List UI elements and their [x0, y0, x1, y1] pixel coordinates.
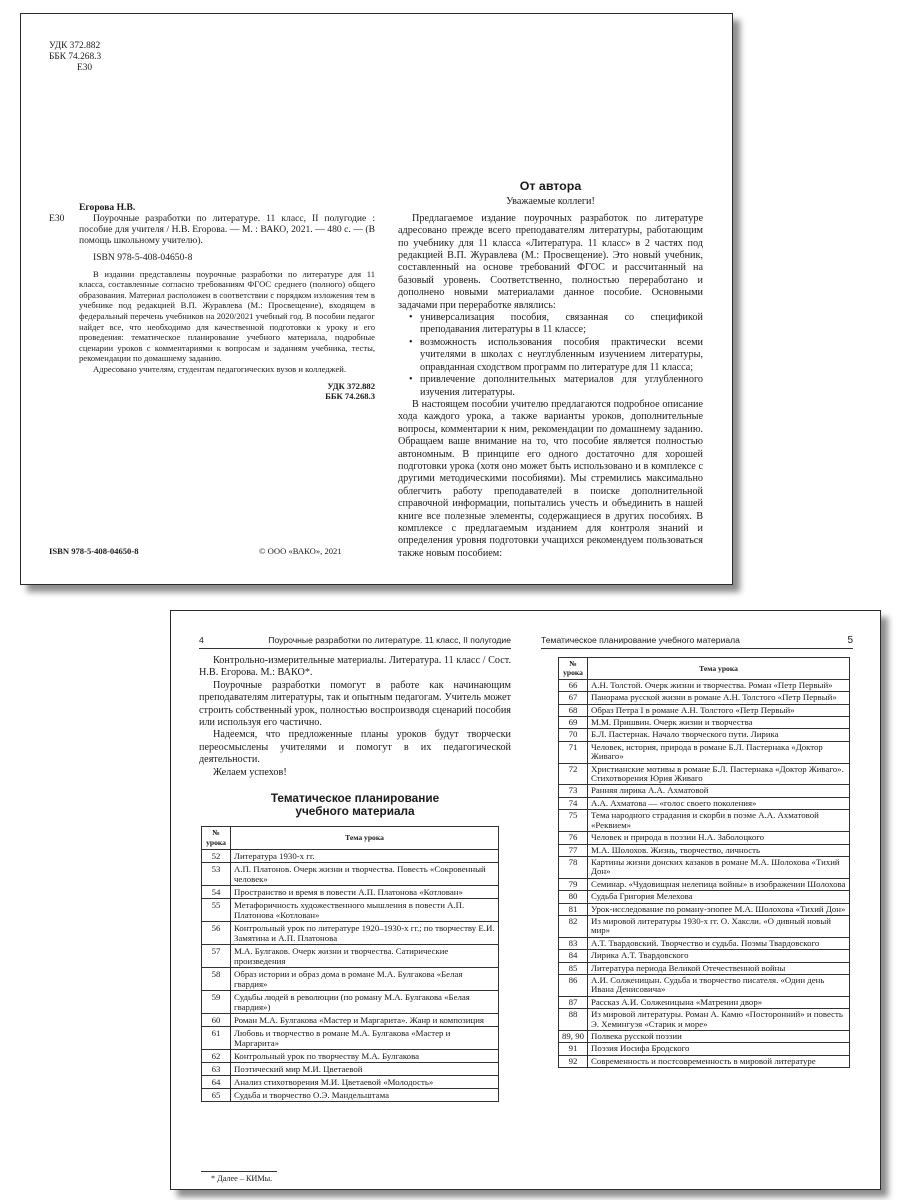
lesson-topic: Современность и постсовременность в мировой литературе [588, 1055, 850, 1067]
table-row [202, 968, 499, 991]
list-item: • привлечение дополнительных материалов для углубленного изучения литературы. [420, 374, 703, 399]
bbk-line: ББК 74.268.3 [49, 52, 102, 63]
lesson-number: 54 [202, 886, 231, 899]
table-row [202, 945, 499, 968]
udk-line: УДК 372.882 [49, 41, 101, 51]
preface-title: От автора [519, 179, 582, 193]
table-row [559, 832, 850, 844]
section-title: Тематическое планирование учебного материала [270, 791, 440, 819]
table-row [202, 1076, 499, 1089]
udk-line: УДК 372.882 [327, 380, 375, 391]
lesson-topic: Контрольный урок по литературе 1920–1930-х гг.; по творчеству Е.И. Замятина и А.П. Платонова [231, 922, 499, 945]
lesson-topic: М.А. Булгаков. Очерк жизни и творчества. Сатирические произведения [231, 945, 499, 968]
lesson-topic: Христианские мотивы в романе Б.Л. Пастернака «Доктор Живаго». Стихотворения Юрия Живаго [588, 763, 850, 785]
table-row [559, 996, 850, 1008]
lesson-number: 80 [559, 891, 588, 903]
lesson-number: 91 [559, 1043, 588, 1055]
lesson-number: 53 [202, 863, 231, 886]
lesson-number: 85 [559, 962, 588, 974]
lesson-topic: Из мировой литературы 1930-х гг. О. Хаксли. «О дивный новый мир» [588, 915, 850, 937]
lesson-number: 89, 90 [559, 1031, 588, 1043]
lesson-table [201, 826, 499, 1102]
lesson-topic: Роман М.А. Булгакова «Мастер и Маргарита». Жанр и композиция [231, 1014, 499, 1027]
lesson-topic: Б.Л. Пастернак. Начало творческого пути. Лирика [588, 729, 850, 741]
bbk-line: ББК 74.268.3 [325, 391, 375, 402]
lesson-topic: Метафоричность художественного мышления в повести А.П. Платонова «Котлован» [231, 899, 499, 922]
lesson-number: 84 [559, 950, 588, 962]
lesson-topic: Литература 1930-х гг. [231, 850, 499, 863]
table-row [559, 937, 850, 949]
lesson-number: 65 [202, 1089, 231, 1102]
lesson-number: 58 [202, 968, 231, 991]
table-row [202, 1050, 499, 1063]
lesson-number: 72 [559, 763, 588, 785]
lesson-number: 77 [559, 844, 588, 856]
lesson-topic: Судьбы людей в революции (по роману М.А. Булгакова «Белая гвардия») [231, 991, 499, 1014]
kim-reference: Контрольно-измерительные материалы. Литература. 11 класс / Сост. Н.В. Егорова. М.: ВАКО*. [199, 655, 511, 679]
lesson-topic: Картины жизни донских казаков в романе М.А. Шолохова «Тихий Дон» [588, 856, 850, 878]
author-mark: Е30 [77, 63, 93, 74]
lesson-topic: Пространство и время в повести А.П. Платонова «Котлован» [231, 886, 499, 899]
lesson-topic: Судьба и творчество О.Э. Мандельштама [231, 1089, 499, 1102]
table-row [559, 1031, 850, 1043]
footnote: * Далее – КИМы. [211, 1174, 273, 1183]
list-item: • универсализация пособия, связанная со спецификой преподавания литературы в 11 классе; [420, 312, 703, 337]
lesson-number: 79 [559, 878, 588, 890]
lesson-topic: Полвека русской поэзии [588, 1031, 850, 1043]
table-row [559, 891, 850, 903]
lesson-topic: Поэтический мир М.И. Цветаевой [231, 1063, 499, 1076]
lesson-number: 68 [559, 704, 588, 716]
preface-greeting: Уважаемые коллеги! [506, 196, 595, 208]
lesson-number: 63 [202, 1063, 231, 1076]
lesson-topic: Панорама русской жизни в романе А.Н. Толстого «Петр Первый» [588, 692, 850, 704]
lesson-number: 76 [559, 832, 588, 844]
page4-text [199, 655, 511, 1102]
catalog-card [49, 202, 375, 402]
lesson-number: 78 [559, 856, 588, 878]
lesson-number: 71 [559, 741, 588, 763]
page-number: 5 [847, 635, 853, 646]
lesson-number: 56 [202, 922, 231, 945]
lesson-number: 70 [559, 729, 588, 741]
lesson-number: 59 [202, 991, 231, 1014]
lesson-number: 57 [202, 945, 231, 968]
column-header: № урока [202, 827, 231, 850]
table-row [559, 763, 850, 785]
lesson-number: 62 [202, 1050, 231, 1063]
table-row [559, 797, 850, 809]
lesson-number: 82 [559, 915, 588, 937]
lesson-number: 69 [559, 717, 588, 729]
lesson-number: 60 [202, 1014, 231, 1027]
lesson-topic: Контрольный урок по творчеству М.А. Булгакова [231, 1050, 499, 1063]
lesson-topic: Лирика А.Т. Твардовского [588, 950, 850, 962]
table-row [202, 886, 499, 899]
lesson-topic: Рассказ А.И. Солженицына «Матренин двор» [588, 996, 850, 1008]
lesson-number: 73 [559, 785, 588, 797]
lesson-topic: Урок-исследование по роману-эпопее М.А. Шолохова «Тихий Дон» [588, 903, 850, 915]
lesson-topic: Из мировой литературы. Роман А. Камю «Посторонний» и повесть Э. Хемингуэя «Старик и море» [588, 1009, 850, 1031]
running-head: Поурочные разработки по литературе. 11 класс, II полугодие [268, 635, 511, 645]
lesson-number: 86 [559, 974, 588, 996]
lesson-number: 87 [559, 996, 588, 1008]
annotation: В издании представлены поурочные разработки по литературе для 11 класса, составленные согласно требованиям ФГОС среднего (полного) общего образования. Материал расположен в соответствии с порядком изложения тем в учебнике под редакцией В.П. Журавлева (М.: Просвещение), входящем в федеральный перечень учебников на 2020/2021 учебный год. В пособии педагог найдет все, что необходимо для качественной подготовки к уроку и его проведения: тематическое планирование учебного материала, подробные сценарии уроков с комментариями к вопросам и заданиям учебника, тесты, рекомендации по домашнему заданию. [79, 268, 375, 364]
udk-block-bottom [49, 381, 375, 402]
table-row [559, 915, 850, 937]
lesson-number: 61 [202, 1027, 231, 1050]
table-row [559, 679, 850, 691]
table-row [559, 692, 850, 704]
table-row [559, 856, 850, 878]
catalog-entry: Поурочные разработки по литературе. 11 класс, II полугодие : пособие для учителя / Н.В. Егорова. — М. : ВАКО, 2021. — 480 с. — (В помощь школьному учителю). [79, 213, 375, 247]
list-item: • возможность использования пособия практически всеми учителями в школах с неуглубленным изучением литературы, оправданная сходством программ по литературе для 11 класса; [420, 337, 703, 374]
isbn-footer: ISBN 978-5-408-04650-8 [49, 546, 139, 556]
author-preface [398, 180, 703, 560]
column-header: № урока [559, 658, 588, 680]
column-header: Тема урока [588, 658, 850, 680]
table-row [559, 878, 850, 890]
lesson-topic: Анализ стихотворения М.И. Цветаевой «Молодость» [231, 1076, 499, 1089]
lesson-number: 52 [202, 850, 231, 863]
table-row [202, 1089, 499, 1102]
catalog-code: Е30 [49, 213, 65, 224]
table-row [559, 785, 850, 797]
lesson-topic: А.Т. Твардовский. Творчество и судьба. Поэмы Твардовского [588, 937, 850, 949]
table-row [202, 1027, 499, 1050]
lesson-topic: М.А. Шолохов. Жизнь, творчество, личность [588, 844, 850, 856]
lesson-number: 83 [559, 937, 588, 949]
preface-paragraph: Предлагаемое издание поурочных разработок по литературе адресовано прежде всего преподавателям литературы, работающим по учебнику для 11 класса «Литература. 11 класс» в 2 частях под редакцией В.П. Журавлева (М.: Просвещение). Это новый учебник, составленный на основе требований ФГОС и рассчитанный на базовый уровень. Соответственно, полностью переработано и дополнено новыми материалами данное пособие. Основными задачами при переработке являлись: [398, 212, 703, 311]
lesson-topic: Человек, история, природа в романе Б.Л. Пастернака «Доктор Живаго» [588, 741, 850, 763]
lesson-topic: А.А. Ахматова — «голос своего поколения» [588, 797, 850, 809]
udk-block-top [49, 41, 101, 75]
preface-paragraph: В настоящем пособии учителю предлагаются подробное описание хода каждого урока, а также варианты уроков, дополнительные вопросы, комментарии к ним, рекомендации по домашнему заданию. Обращаем ваше внимание на то, что пособие является полностью автономным. В принципе его одного достаточно для хорошей подготовки урока (хотя оно может быть использовано и в комплексе с другими методическими пособиями). Мы стремились максимально облегчить работу преподавателей в поиске дополнительной справочной информации, попытались учесть и объединить в нашей книге все полезные элементы, содержащиеся в других пособиях. В комплексе с предлагаемым изданием для контроля знаний и определения уровня подготовки учащихся рекомендуем пользоваться также новым пособием: [398, 398, 703, 559]
table-row [202, 1063, 499, 1076]
audience-note: Адресовано учителям, студентам педагогических вузов и колледжей. [93, 363, 347, 374]
lesson-topic: А.П. Платонов. Очерк жизни и творчества. Повесть «Сокровенный человек» [231, 863, 499, 886]
table-row [559, 717, 850, 729]
author-name: Егорова Н.В. [79, 202, 136, 213]
header-rule [199, 648, 511, 649]
table-row [202, 863, 499, 886]
lesson-number: 81 [559, 903, 588, 915]
lesson-topic: Образ истории и образ дома в романе М.А. Булгакова «Белая гвардия» [231, 968, 499, 991]
lesson-topic: Тема народного страдания и скорби в поэме А.А. Ахматовой «Реквием» [588, 810, 850, 832]
table-row [559, 1009, 850, 1031]
lesson-topic: Семинар. «Чудовищная нелепица войны» в изображении Шолохова [588, 878, 850, 890]
lesson-topic: М.М. Пришвин. Очерк жизни и творчества [588, 717, 850, 729]
table-row [559, 704, 850, 716]
table-row [202, 922, 499, 945]
table-row [559, 810, 850, 832]
lesson-table [558, 657, 850, 1068]
lesson-topic: Ранняя лирика А.А. Ахматовой [588, 785, 850, 797]
lesson-topic: Судьба Григория Мелехова [588, 891, 850, 903]
column-header: Тема урока [231, 827, 499, 850]
body-paragraph: Поурочные разработки помогут в работе как начинающим преподавателям литературы, так и опытным педагогам. Учитель может строить собственный урок, полностью воспроизводя сценарий пособия или используя его частично. [199, 679, 511, 729]
table-row [202, 850, 499, 863]
header-rule [541, 648, 853, 649]
table-row [559, 1055, 850, 1067]
table-row [559, 741, 850, 763]
lesson-topic: А.Н. Толстой. Очерк жизни и творчества. Роман «Петр Первый» [588, 679, 850, 691]
page-number: 4 [199, 635, 204, 645]
lesson-topic: Человек и природа в поэзии Н.А. Заболоцкого [588, 832, 850, 844]
table-row [559, 962, 850, 974]
table-row [559, 950, 850, 962]
table-row [559, 844, 850, 856]
table-row [559, 903, 850, 915]
lesson-number: 64 [202, 1076, 231, 1089]
lesson-topic: Литература периода Великой Отечественной войны [588, 962, 850, 974]
lesson-topic: Любовь и творчество в романе М.А. Булгакова «Мастер и Маргарита» [231, 1027, 499, 1050]
table-row [559, 974, 850, 996]
table-row [202, 899, 499, 922]
table-row [559, 729, 850, 741]
copyright: © ООО «ВАКО», 2021 [259, 546, 342, 556]
lesson-number: 92 [559, 1055, 588, 1067]
lesson-number: 66 [559, 679, 588, 691]
footnote-rule [201, 1171, 277, 1172]
isbn-line: ISBN 978-5-408-04650-8 [93, 251, 193, 263]
table-row [559, 1043, 850, 1055]
lesson-topic: Образ Петра I в романе А.Н. Толстого «Петр Первый» [588, 704, 850, 716]
closing-wish: Желаем успехов! [213, 766, 287, 778]
lesson-number: 74 [559, 797, 588, 809]
lesson-number: 75 [559, 810, 588, 832]
lesson-topic: А.И. Солженицын. Судьба и творчество писателя. «Один день Ивана Денисовича» [588, 974, 850, 996]
lesson-topic: Поэзия Иосифа Бродского [588, 1043, 850, 1055]
body-paragraph: Надеемся, что предложенные планы уроков будут творчески переосмыслены учителями и помогут в их педагогической деятельности. [199, 729, 511, 766]
lesson-number: 55 [202, 899, 231, 922]
table-row [202, 1014, 499, 1027]
running-head: Тематическое планирование учебного материала [541, 635, 740, 645]
lesson-number: 88 [559, 1009, 588, 1031]
table-row [202, 991, 499, 1014]
spread-title-pages [20, 13, 733, 585]
spread-planning-pages [170, 610, 881, 1190]
lesson-number: 67 [559, 692, 588, 704]
